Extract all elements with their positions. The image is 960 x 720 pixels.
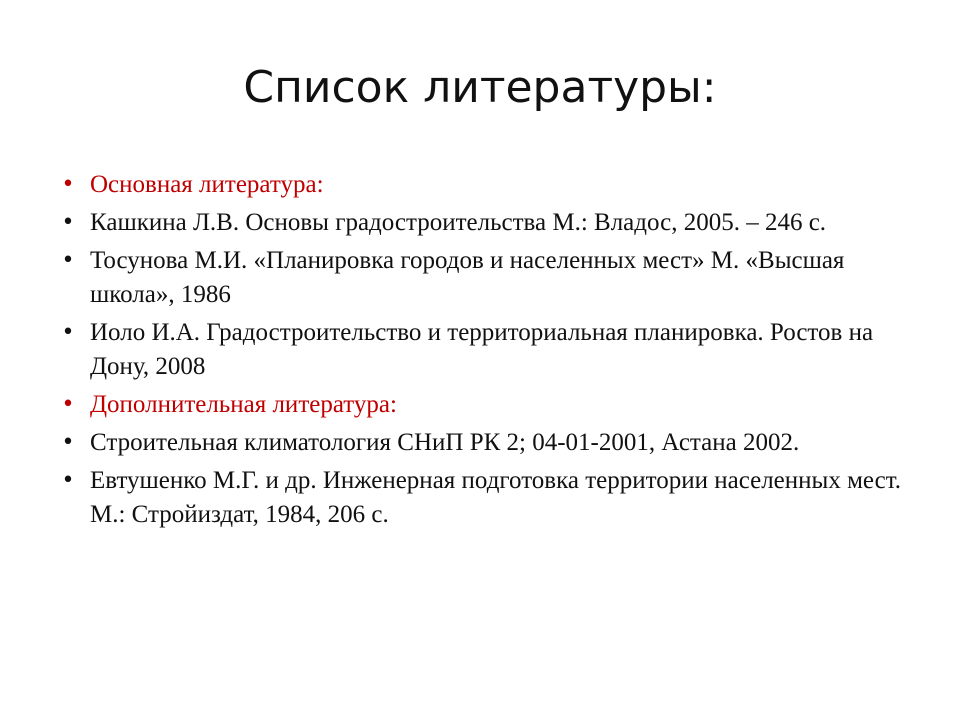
bullet-icon: • [61,320,75,345]
list-item [58,316,908,384]
list-item-text: Основная литература: [90,171,324,198]
list-item-text: Евтушенко М.Г. и др. Инженерная подготовка территории населенных мест. М.: Стройиздат, 1984, 206 с. [90,467,902,528]
list-item-text: Дополнительная литература: [90,391,397,418]
list-heading-main [58,168,908,202]
bullet-icon: • [61,392,75,417]
list-heading-additional [58,388,908,422]
bullet-icon: • [61,172,75,197]
list-item-text: Кашкина Л.В. Основы градостроительства М.: Владос, 2005. – 246 с. [90,209,827,236]
list-item-text: Тосунова М.И. «Планировка городов и населенных мест» М. «Высшая школа», 1986 [90,247,845,308]
slide-title: Список литературы: [243,62,717,113]
list-item-text: Строительная климатология СНиП РК 2; 04-01-2001, Астана 2002. [90,429,800,456]
list-item [58,206,908,240]
bullet-icon: • [61,210,75,235]
list-item [58,426,908,460]
list-item [58,464,908,532]
bullet-icon: • [61,468,75,493]
list-item-text: Иоло И.А. Градостроительство и территориальная планировка. Ростов на Дону, 2008 [90,319,874,380]
bullet-icon: • [61,430,75,455]
bullet-icon: • [61,248,75,273]
list-item [58,244,908,312]
bibliography-list [58,168,908,536]
